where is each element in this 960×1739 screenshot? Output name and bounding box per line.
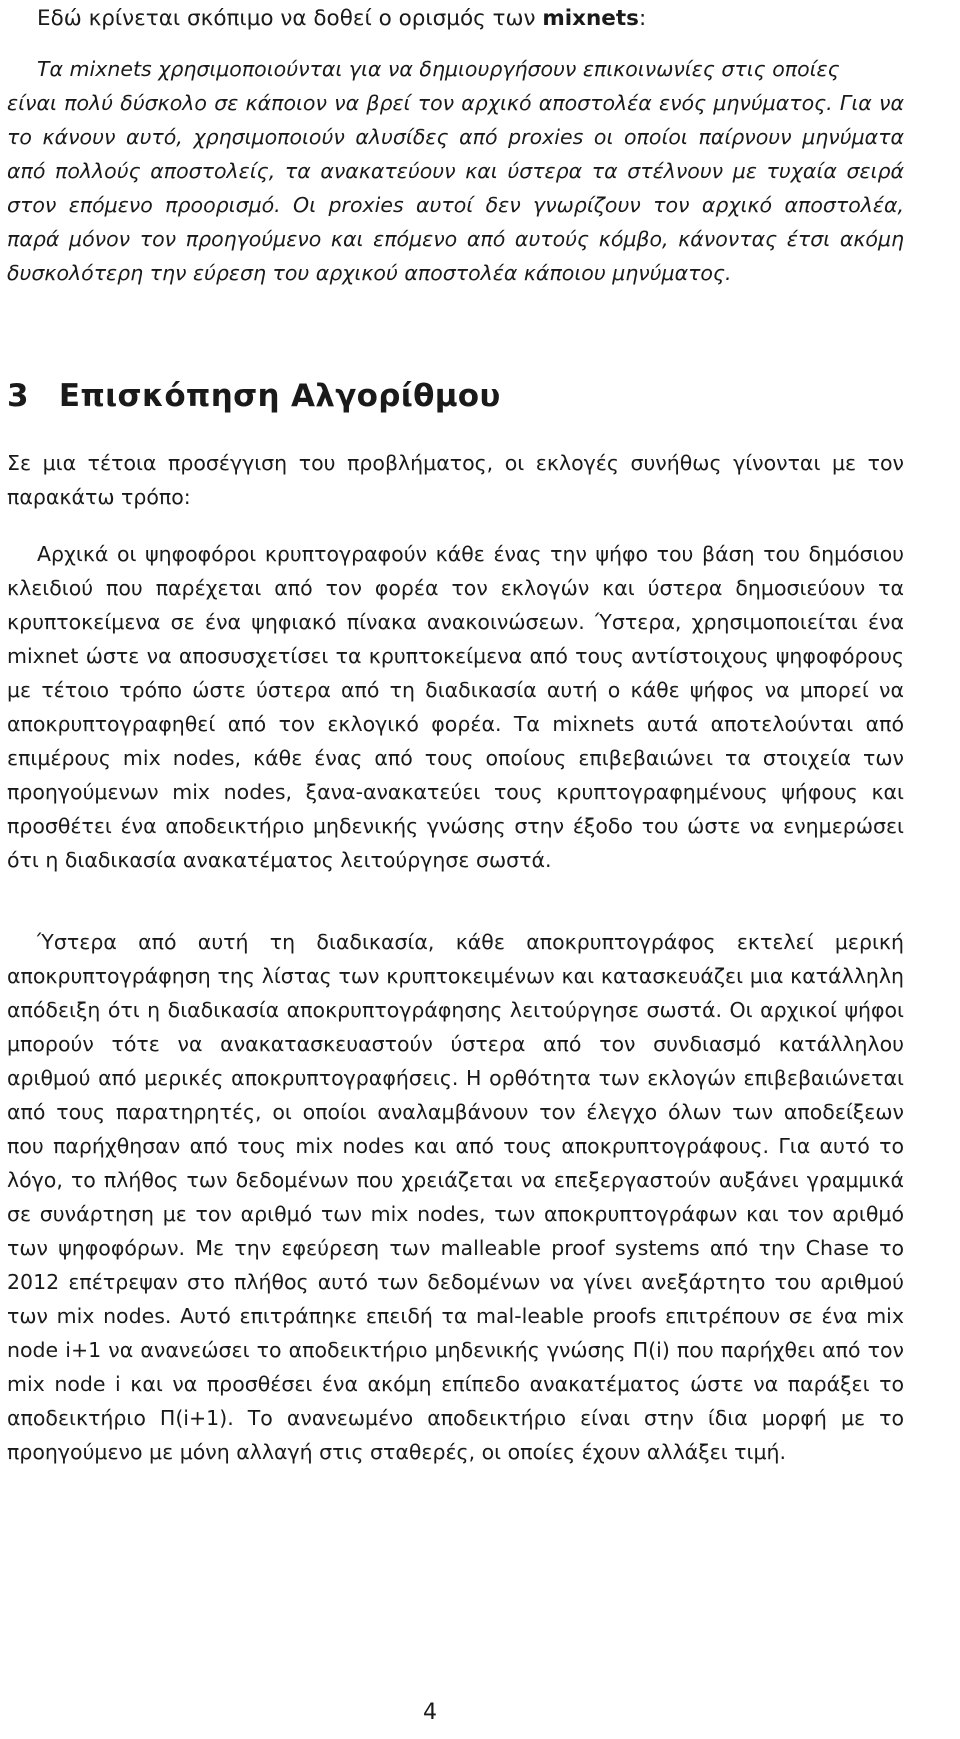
paragraph-decryption: Ύστερα από αυτή τη διαδικασία, κάθε αποκρυπτογράφος εκτελεί μερική αποκρυπτογράφηση της λίστας των κρυπτοκειμένων και κατασκευάζει μια κατάλληλη απόδειξη ότι η διαδικασία αποκρυπτογράφησης λειτούργησε σωστά. Οι αρχικοί ψήφοι μπορούν τότε να ανακατασκευαστούν ύστερα από τον συνδιασμό κατάλληλου αριθμού από μερικές αποκρυπτογραφήσεις. Η ορθότητα των εκλογών επιβεβαιώνεται από τους παρατηρητές, οι οποίοι αναλαμβάνουν τον έλεγχο όλων των αποδείξεων που παρήχθησαν από τους mix nodes και από τους αποκρυπτογράφους. Για αυτό το λόγο, το πλήθος των δεδομένων που χρειάζεται να επεξεργαστούν αυξάνει γραμμικά σε συνάρτηση με τον αριθμό των mix nodes, των αποκρυπτογράφων και τον αριθμό των ψηφοφόρων. Με την εφεύρεση των malleable proof systems από την Chase το 2012 επέτρεψαν στο πλήθος αυτό των δεδομένων να γίνει ανεξάρτητο του αριθμού των mix nodes. Αυτό επιτράπηκε επειδή τα mal-leable proofs επιτρέπουν σε ένα mix node i+1 να ανανεώσει το αποδεικτήριο μηδενικής γνώσης Π(i) που παρήχθει από τον mix node i και να προσθέσει ένα ακόμη επίπεδο ανακατέματος ώστε να παράξει το αποδεικτήριο Π(i+1). Το ανανεωμένο αποδεικτήριο είναι στην ίδια μορφή με το προηγούμενο με μόνη αλλαγή στις σταθερές, οι οποίες έχουν αλλάξει τιμή. <box>7 930 904 1464</box>
mixnets-definition <box>7 52 904 290</box>
intro-prefix: Εδώ κρίνεται σκόπιμο να δοθεί ο ορισμός των <box>37 6 543 31</box>
paragraph-intro: Σε μια τέτοια προσέγγιση του προβλήματος, οι εκλογές συνήθως γίνονται με τον παρακάτω τρόπο: <box>7 451 904 509</box>
intro-term: mixnets <box>542 6 639 31</box>
paragraph-election-process: Αρχικά οι ψηφοφόροι κρυπτογραφούν κάθε ένας την ψήφο του βάση του δημόσιου κλειδιού που παρέχεται από τον φορέα τον εκλογών και ύστερα δημοσιεύουν τα κρυπτοκείμενα σε ένα ψηφιακό πίνακα ανακοινώσεων. Ύστερα, χρησιμοποιείται ένα mixnet ώστε να αποσυσχετίσει τα κρυπτοκείμενα από τους αντίστοιχους ψηφοφόρους με τέτοιο τρόπο ώστε ύστερα από τη διαδικασία αυτή ο κάθε ψήφος να μπορεί να αποκρυπτογραφηθεί από τον εκλογικό φορέα. Τα mixnets αυτά αποτελούνται από επιμέρους mix nodes, κάθε ένας από τους οποίους επιβεβαιώνει τα στοιχεία των προηγούμενων mix nodes, ξανα-ανακατεύει τους κρυπτογραφημένους ψήφους και προσθέτει ένα αποδεικτήριο μηδενικής γνώσης στην έξοδο του ώστε να ενημερώσει ότι η διαδικασία ανακατέματος λειτούργησε σωστά. <box>7 542 904 872</box>
intro-sentence <box>7 2 910 36</box>
definition-body: είναι πολύ δύσκολο σε κάποιον να βρεί τον αρχικό αποστολέα ενός μηνύματος. Για να το κάνουν αυτό, χρησιμοποιούν αλυσίδες από proxies οι οποίοι παίρνουν μηνύματα από πολλούς αποστολείς, τα ανακατεύουν και ύστερα τα στέλνουν με τυχαία σειρά στον επόμενο προορισμό. Οι proxies αυτοί δεν γνωρίζουν τον αρχικό αποστολέα, παρά μόνον τον προηγούμενο και επόμενο από αυτούς κόμβο, κάνοντας έτσι ακόμη δυσκολότερη την εύρεση του αρχικού αποστολέα κάποιου μηνύματος. <box>7 91 904 285</box>
section-heading <box>7 378 501 414</box>
intro-suffix: : <box>638 6 647 31</box>
section-number: 3 <box>7 378 29 414</box>
definition-first-line: Τα mixnets χρησιμοποιούνται για να δημιουργήσουν επικοινωνίες στις οποίες <box>37 57 840 81</box>
page-number: 4 <box>423 1700 437 1725</box>
section-title: Επισκόπηση Αλγορίθμου <box>58 378 501 414</box>
